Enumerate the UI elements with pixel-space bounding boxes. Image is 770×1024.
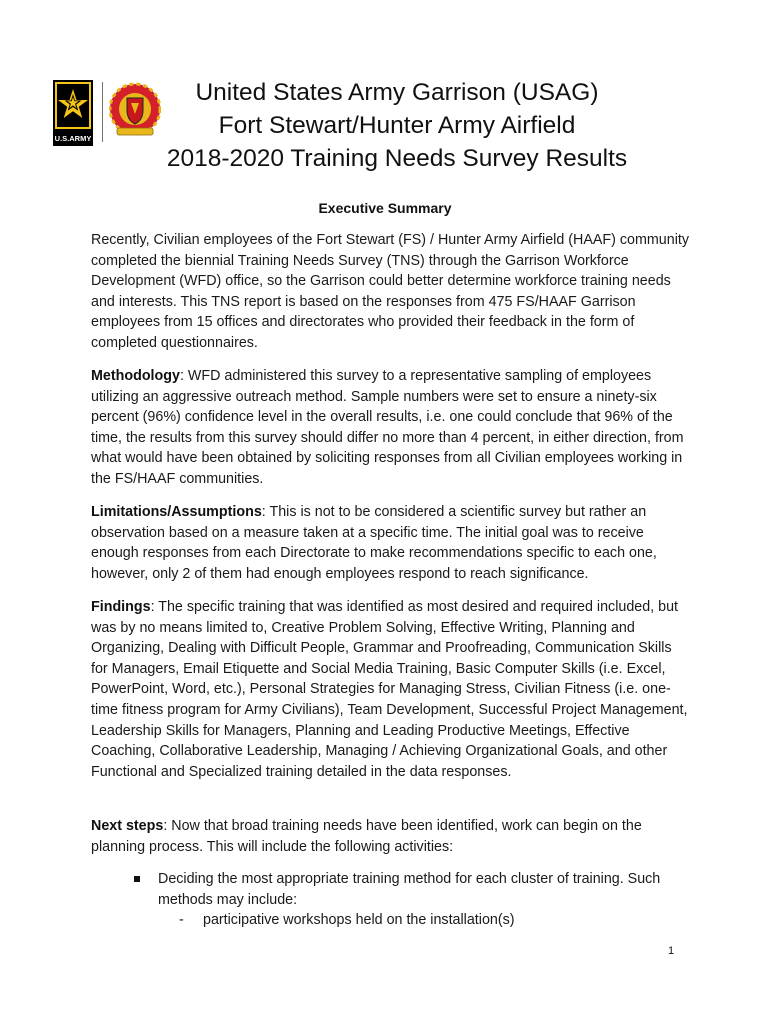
intro-paragraph: Recently, Civilian employees of the Fort Stewart (FS) / Hunter Army Airfield (HAAF) community completed the biennial Training Needs Survey (TNS) through the Garrison Workforce Development (WFD) office, so the Garrison could better determine workforce training needs and interests. This TNS report is based on the responses from 475 FS/HAAF Garrison employees from 15 offices and directorates who provided their feedback in the form of completed questionnaires. [91,232,689,351]
list-item-text: Deciding the most appropriate training method for each cluster of training. Such methods may include: [158,871,661,908]
next-steps-text: : Now that broad training needs have been identified, work can begin on the planning process. This will include the following activities: [91,818,642,855]
title-line-2: Fort Stewart/Hunter Army Airfield [218,112,576,139]
dash-marker: - [179,912,184,929]
next-steps-label: Next steps [91,818,164,834]
us-army-star-logo [53,80,93,146]
next-steps-paragraph [91,816,691,857]
document-title [150,76,644,175]
logo-group [53,80,163,146]
title-line-3: 2018-2020 Training Needs Survey Results [166,145,628,172]
square-bullet-icon [134,876,140,882]
next-steps-list [134,869,694,931]
logo-divider [102,82,103,142]
executive-summary-heading: Executive Summary [318,200,452,216]
limitations-text: : This is not to be considered a scientific survey but rather an observation based on a measure taken at a specific time. The initial goal was to receive enough responses from each Directorate to make recommendations specific to each one, however, only 2 of them had enough employees respond to reach significance. [91,504,657,582]
findings-text: : The specific training that was identified as most desired and required included, but was by no means limited to, Creative Problem Solving, Effective Writing, Planning and Organizing, Dealing with Difficult People, Grammar and Proofreading, Communication Skills for Managers, Email Etiquette and Social Media Training, Basic Computer Skills (i.e. Excel, PowerPoint, Word, etc.), Personal Strategies for Managing Stress, Civilian Fitness (i.e. one-time fitness program for Army Civilians), Team Development, Successful Project Management, Leadership Skills for Managers, Planning and Leading Productive Meetings, Effective Coaching, Collaborative Leadership, Managing / Achieving Organizational Goals, and other Functional and Specialized training detailed in the data responses. [91,599,688,780]
methodology-label: Methodology [91,368,180,384]
findings-paragraph [91,597,691,782]
page-number: 1 [668,945,675,957]
findings-label: Findings [91,599,151,615]
sub-list-item-text: participative workshops held on the installation(s) [203,912,515,929]
methodology-paragraph [91,366,691,490]
sub-list-item [134,910,694,931]
limitations-paragraph [91,502,691,584]
methodology-text: : WFD administered this survey to a representative sampling of employees utilizing an aggressive outreach method. Sample numbers were set to ensure a ninety-six percent (96%) confidence level in the overall results, i.e. one could conclude that 96% of the time, the results from this survey should differ no more than 4 percent, in either direction, from what would have been obtained by soliciting responses from all Civilian employees working in the FS/HAAF communities. [91,368,684,487]
limitations-label: Limitations/Assumptions [91,504,262,520]
list-item [134,869,694,910]
title-line-1: United States Army Garrison (USAG) [195,79,599,106]
army-logo-text: U.S.ARMY [54,134,92,143]
